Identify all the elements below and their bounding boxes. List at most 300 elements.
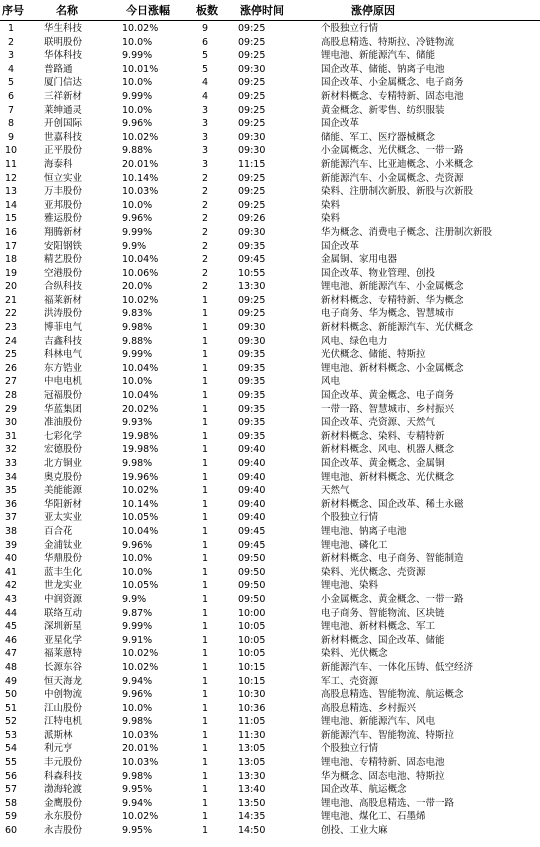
table-row: [0, 144, 540, 158]
table-row: [0, 280, 540, 294]
cell-time: 13:30: [238, 281, 266, 293]
cell-time: 14:35: [238, 811, 266, 823]
cell-num: 10: [4, 145, 18, 157]
cell-num: 16: [4, 226, 18, 238]
cell-name: 永东股份: [44, 811, 83, 823]
table-row: [0, 661, 540, 675]
cell-time: 09:30: [238, 335, 266, 347]
cell-boards: 1: [201, 471, 209, 483]
cell-num: 51: [4, 702, 18, 714]
table-row: [0, 715, 540, 729]
cell-pct: 9.9%: [122, 593, 147, 605]
cell-reason: 锂电池、新能源汽车、风电: [321, 716, 436, 728]
cell-boards: 1: [201, 743, 209, 755]
cell-time: 09:25: [238, 118, 266, 130]
cell-boards: 1: [201, 444, 209, 456]
cell-time: 09:45: [238, 525, 266, 537]
cell-pct: 10.0%: [122, 199, 153, 211]
cell-num: 43: [4, 593, 18, 605]
cell-pct: 10.04%: [122, 362, 159, 374]
cell-pct: 10.02%: [122, 294, 159, 306]
cell-name: 三祥新材: [44, 90, 83, 102]
cell-reason: 国企改革: [321, 240, 360, 252]
cell-boards: 1: [201, 294, 209, 306]
table-row: [0, 117, 540, 131]
cell-boards: 1: [201, 811, 209, 823]
cell-name: 宏德股份: [44, 444, 83, 456]
cell-time: 09:25: [238, 36, 266, 48]
table-row: [0, 212, 540, 226]
cell-pct: 10.0%: [122, 104, 153, 116]
cell-time: 09:30: [238, 322, 266, 334]
cell-num: 44: [4, 607, 18, 619]
cell-boards: 1: [201, 362, 209, 374]
cell-boards: 3: [201, 158, 209, 170]
cell-time: 09:35: [238, 349, 266, 361]
cell-pct: 10.02%: [122, 661, 159, 673]
table-row: [0, 756, 540, 770]
table-row: [0, 430, 540, 444]
cell-pct: 19.98%: [122, 444, 159, 456]
cell-num: 54: [4, 743, 18, 755]
cell-reason: 国企改革、小金属概念、电子商务: [321, 77, 464, 89]
table-row: [0, 104, 540, 118]
cell-reason: 锂电池、新能源汽车、小金属概念: [321, 281, 464, 293]
cell-boards: 1: [201, 797, 209, 809]
cell-boards: 2: [201, 267, 209, 279]
cell-boards: 2: [201, 281, 209, 293]
cell-reason: 新材料概念、专精特新、固态电池: [321, 90, 464, 102]
table-row: [0, 335, 540, 349]
cell-boards: 1: [201, 729, 209, 741]
cell-name: 永吉股份: [44, 825, 83, 837]
table-row: [0, 158, 540, 172]
cell-name: 七彩化学: [44, 430, 83, 442]
cell-reason: 新能源汽车、智能物流、特斯拉: [321, 729, 455, 741]
cell-time: 09:25: [238, 172, 266, 184]
cell-boards: 3: [201, 104, 209, 116]
cell-pct: 10.14%: [122, 498, 159, 510]
cell-name: 联明股份: [44, 36, 83, 48]
cell-num: 26: [4, 362, 18, 374]
cell-num: 32: [4, 444, 18, 456]
cell-pct: 10.0%: [122, 702, 153, 714]
cell-name: 亚星化学: [44, 634, 83, 646]
cell-pct: 9.83%: [122, 308, 153, 320]
header-boards: 板数: [196, 4, 218, 17]
cell-num: 5: [7, 77, 15, 89]
cell-time: 10:05: [238, 634, 266, 646]
cell-pct: 10.0%: [122, 566, 153, 578]
cell-time: 10:15: [238, 661, 266, 673]
cell-boards: 1: [201, 403, 209, 415]
cell-reason: 锂电池、新材料概念、光伏概念: [321, 471, 455, 483]
cell-reason: 华为概念、固态电池、特斯拉: [321, 770, 445, 782]
cell-reason: 光伏概念、储能、特斯拉: [321, 349, 426, 361]
cell-time: 09:40: [238, 512, 266, 524]
cell-boards: 1: [201, 458, 209, 469]
table-row: [0, 240, 540, 254]
cell-name: 吉鑫科技: [44, 335, 83, 347]
cell-name: 东方锆业: [44, 362, 83, 374]
table-row: [0, 443, 540, 457]
cell-boards: 1: [201, 512, 209, 524]
cell-num: 34: [4, 471, 18, 483]
cell-time: 09:25: [238, 308, 266, 320]
table-row: [0, 90, 540, 104]
cell-reason: 军工、壳资源: [321, 675, 379, 687]
table-row: [0, 566, 540, 580]
cell-name: 蓝丰生化: [44, 566, 83, 578]
cell-pct: 19.98%: [122, 430, 159, 442]
cell-time: 09:30: [238, 145, 266, 157]
cell-name: 精艺股份: [44, 254, 83, 266]
cell-pct: 9.95%: [122, 825, 153, 837]
table-row: [0, 702, 540, 716]
cell-name: 正平股份: [44, 145, 83, 157]
cell-pct: 10.0%: [122, 376, 153, 388]
cell-time: 09:35: [238, 390, 266, 402]
cell-boards: 1: [201, 607, 209, 619]
cell-name: 华鼎股份: [44, 553, 83, 565]
table-row: [0, 131, 540, 145]
cell-boards: 1: [201, 716, 209, 728]
table-row: [0, 579, 540, 593]
cell-pct: 10.03%: [122, 729, 159, 741]
cell-boards: 1: [201, 539, 209, 551]
cell-time: 09:30: [238, 63, 266, 75]
cell-name: 亚邦股份: [44, 199, 83, 211]
cell-name: 金浦钛业: [44, 539, 83, 551]
table-row: [0, 253, 540, 267]
cell-num: 60: [4, 825, 18, 837]
table-row: [0, 457, 540, 471]
cell-boards: 1: [201, 498, 209, 510]
cell-name: 莱绅通灵: [44, 104, 83, 116]
cell-time: 09:25: [238, 186, 266, 198]
cell-boards: 6: [201, 36, 209, 48]
cell-pct: 20.0%: [122, 281, 153, 293]
cell-reason: 锂电池、磷化工: [321, 539, 388, 551]
table-row: [0, 22, 540, 36]
cell-num: 53: [4, 729, 18, 741]
cell-num: 41: [4, 566, 18, 578]
table-row: [0, 294, 540, 308]
cell-boards: 3: [201, 118, 209, 130]
cell-pct: 10.02%: [122, 131, 159, 143]
cell-pct: 19.96%: [122, 471, 159, 483]
cell-name: 派斯林: [44, 729, 73, 741]
cell-time: 09:35: [238, 240, 266, 252]
cell-pct: 9.98%: [122, 716, 153, 728]
cell-time: 09:25: [238, 77, 266, 89]
cell-num: 36: [4, 498, 18, 510]
cell-time: 09:40: [238, 471, 266, 483]
cell-num: 19: [4, 267, 18, 279]
cell-pct: 10.0%: [122, 36, 153, 48]
cell-time: 09:45: [238, 539, 266, 551]
table-row: [0, 647, 540, 661]
cell-boards: 1: [201, 525, 209, 537]
cell-boards: 2: [201, 199, 209, 211]
cell-name: 利元亨: [44, 743, 73, 755]
cell-num: 22: [4, 308, 18, 320]
cell-pct: 10.04%: [122, 254, 159, 266]
cell-boards: 2: [201, 172, 209, 184]
cell-time: 10:05: [238, 648, 266, 660]
table-row: [0, 226, 540, 240]
cell-reason: 小金属概念、光伏概念、一带一路: [321, 145, 464, 157]
cell-name: 江特电机: [44, 716, 83, 728]
cell-pct: 10.01%: [122, 63, 159, 75]
cell-pct: 10.02%: [122, 485, 159, 497]
cell-num: 15: [4, 213, 18, 225]
cell-name: 丰元股份: [44, 757, 83, 769]
cell-num: 18: [4, 254, 18, 266]
cell-time: 10:15: [238, 675, 266, 687]
cell-pct: 10.04%: [122, 525, 159, 537]
cell-boards: 1: [201, 675, 209, 687]
cell-boards: 1: [201, 702, 209, 714]
cell-time: 09:35: [238, 403, 266, 415]
cell-num: 33: [4, 458, 18, 469]
cell-reason: 锂电池、新材料概念、军工: [321, 621, 436, 633]
cell-reason: 一带一路、智慧城市、乡村振兴: [321, 403, 455, 415]
cell-reason: 储能、军工、医疗器械概念: [321, 131, 436, 143]
cell-reason: 锂电池、高股息精选、一带一路: [321, 797, 455, 809]
cell-pct: 9.98%: [122, 458, 153, 469]
cell-reason: 个股独立行情: [321, 512, 379, 524]
cell-boards: 1: [201, 580, 209, 592]
header-name: 名称: [56, 4, 78, 17]
cell-name: 雅运股份: [44, 213, 83, 225]
cell-pct: 10.02%: [122, 23, 159, 34]
cell-boards: 1: [201, 553, 209, 565]
table-row: [0, 797, 540, 811]
cell-time: 09:30: [238, 226, 266, 238]
cell-pct: 10.0%: [122, 77, 153, 89]
table-row: [0, 36, 540, 50]
cell-boards: 9: [201, 23, 209, 34]
cell-num: 37: [4, 512, 18, 524]
cell-num: 49: [4, 675, 18, 687]
cell-num: 59: [4, 811, 18, 823]
cell-boards: 1: [201, 770, 209, 782]
cell-pct: 9.98%: [122, 770, 153, 782]
cell-name: 奥克股份: [44, 471, 83, 483]
cell-boards: 4: [201, 77, 209, 89]
cell-boards: 1: [201, 335, 209, 347]
table-row: [0, 511, 540, 525]
cell-reason: 华为概念、消费电子概念、注册制次新股: [321, 226, 493, 238]
cell-reason: 染料: [321, 213, 341, 225]
cell-reason: 新材料概念、国企改革、储能: [321, 634, 445, 646]
cell-pct: 9.98%: [122, 322, 153, 334]
cell-reason: 锂电池、新能源汽车、储能: [321, 50, 436, 62]
cell-name: 华生科技: [44, 23, 83, 34]
cell-pct: 10.03%: [122, 757, 159, 769]
cell-reason: 国企改革、黄金概念、电子商务: [321, 390, 455, 402]
table-row: [0, 185, 540, 199]
cell-pct: 10.05%: [122, 580, 159, 592]
cell-reason: 国企改革、储能、钠离子电池: [321, 63, 445, 75]
cell-num: 28: [4, 390, 18, 402]
cell-time: 09:50: [238, 593, 266, 605]
cell-pct: 10.0%: [122, 553, 153, 565]
cell-pct: 9.9%: [122, 240, 147, 252]
cell-num: 8: [7, 118, 15, 130]
cell-name: 中电电机: [44, 376, 83, 388]
cell-name: 科林电气: [44, 349, 83, 361]
cell-num: 52: [4, 716, 18, 728]
cell-time: 09:50: [238, 580, 266, 592]
cell-reason: 高股息精选、乡村振兴: [321, 702, 417, 714]
cell-num: 6: [7, 90, 15, 102]
cell-num: 29: [4, 403, 18, 415]
cell-name: 华体科技: [44, 50, 83, 62]
cell-name: 安阳钢铁: [44, 240, 83, 252]
cell-name: 中创物流: [44, 689, 83, 701]
cell-pct: 10.02%: [122, 648, 159, 660]
cell-pct: 9.96%: [122, 689, 153, 701]
table-row: [0, 63, 540, 77]
cell-reason: 风电、绿色电力: [321, 335, 388, 347]
cell-name: 中润资源: [44, 593, 83, 605]
cell-boards: 1: [201, 648, 209, 660]
cell-boards: 1: [201, 784, 209, 796]
cell-num: 21: [4, 294, 18, 306]
cell-time: 11:05: [238, 716, 266, 728]
cell-name: 福莱新材: [44, 294, 83, 306]
cell-time: 09:40: [238, 458, 266, 469]
cell-time: 09:40: [238, 498, 266, 510]
cell-boards: 1: [201, 566, 209, 578]
cell-name: 美能能源: [44, 485, 83, 497]
table-row: [0, 607, 540, 621]
cell-pct: 10.04%: [122, 390, 159, 402]
cell-num: 40: [4, 553, 18, 565]
cell-boards: 4: [201, 90, 209, 102]
table-row: [0, 675, 540, 689]
cell-time: 09:35: [238, 430, 266, 442]
cell-pct: 20.02%: [122, 403, 159, 415]
cell-pct: 9.95%: [122, 784, 153, 796]
cell-boards: 5: [201, 50, 209, 62]
table-row: [0, 199, 540, 213]
cell-pct: 10.02%: [122, 811, 159, 823]
cell-pct: 20.01%: [122, 158, 159, 170]
cell-reason: 新材料概念、染料、专精特新: [321, 430, 445, 442]
cell-reason: 国企改革、物业管理、创投: [321, 267, 436, 279]
cell-pct: 9.96%: [122, 118, 153, 130]
cell-num: 24: [4, 335, 18, 347]
cell-pct: 9.99%: [122, 50, 153, 62]
cell-reason: 个股独立行情: [321, 23, 379, 34]
cell-reason: 小金属概念、黄金概念、一带一路: [321, 593, 464, 605]
table-row: [0, 824, 540, 838]
table-row: [0, 498, 540, 512]
cell-reason: 锂电池、染料: [321, 580, 379, 592]
cell-num: 48: [4, 661, 18, 673]
cell-num: 1: [7, 23, 15, 34]
cell-num: 25: [4, 349, 18, 361]
cell-name: 翔腾新材: [44, 226, 83, 238]
cell-time: 13:40: [238, 784, 266, 796]
cell-num: 27: [4, 376, 18, 388]
cell-time: 14:50: [238, 825, 266, 837]
table-row: [0, 416, 540, 430]
cell-num: 12: [4, 172, 18, 184]
table-row: [0, 783, 540, 797]
cell-time: 11:30: [238, 729, 266, 741]
table-row: [0, 810, 540, 824]
cell-reason: 新材料概念、电子商务、智能制造: [321, 553, 464, 565]
cell-reason: 锂电池、新材料概念、小金属概念: [321, 362, 464, 374]
cell-reason: 黄金概念、新零售、纺织服装: [321, 104, 445, 116]
cell-name: 恒天海龙: [44, 675, 83, 687]
table-row: [0, 348, 540, 362]
cell-reason: 新材料概念、国企改革、稀土永磁: [321, 498, 464, 510]
cell-time: 10:36: [238, 702, 266, 714]
cell-pct: 10.06%: [122, 267, 159, 279]
cell-name: 北方铜业: [44, 458, 83, 469]
cell-name: 合纵科技: [44, 281, 83, 293]
cell-time: 09:40: [238, 444, 266, 456]
cell-pct: 9.93%: [122, 417, 153, 429]
cell-pct: 9.99%: [122, 621, 153, 633]
table-row: [0, 362, 540, 376]
cell-reason: 国企改革、航运概念: [321, 784, 407, 796]
cell-num: 20: [4, 281, 18, 293]
cell-reason: 国企改革、黄金概念、金属铜: [321, 458, 445, 469]
cell-name: 洪涛股份: [44, 308, 83, 320]
table-row: [0, 484, 540, 498]
cell-name: 博菲电气: [44, 322, 83, 334]
cell-time: 10:30: [238, 689, 266, 701]
cell-num: 47: [4, 648, 18, 660]
cell-pct: 9.88%: [122, 335, 153, 347]
cell-pct: 10.14%: [122, 172, 159, 184]
cell-name: 华蓝集团: [44, 403, 83, 415]
cell-num: 35: [4, 485, 18, 497]
cell-boards: 1: [201, 689, 209, 701]
cell-time: 13:05: [238, 757, 266, 769]
cell-time: 09:25: [238, 23, 266, 34]
cell-name: 江山股份: [44, 702, 83, 714]
cell-pct: 10.03%: [122, 186, 159, 198]
cell-boards: 1: [201, 634, 209, 646]
cell-boards: 2: [201, 240, 209, 252]
cell-name: 亚太实业: [44, 512, 83, 524]
cell-num: 7: [7, 104, 15, 116]
cell-boards: 3: [201, 131, 209, 143]
cell-time: 13:05: [238, 743, 266, 755]
table-row: [0, 403, 540, 417]
cell-num: 42: [4, 580, 18, 592]
table-row: [0, 539, 540, 553]
cell-name: 海泰科: [44, 158, 73, 170]
table-row: [0, 552, 540, 566]
cell-boards: 2: [201, 254, 209, 266]
cell-name: 万丰股份: [44, 186, 83, 198]
cell-pct: 9.99%: [122, 226, 153, 238]
cell-num: 45: [4, 621, 18, 633]
table-header: [0, 0, 540, 21]
cell-num: 17: [4, 240, 18, 252]
cell-num: 9: [7, 131, 15, 143]
cell-name: 开创国际: [44, 118, 83, 130]
table-row: [0, 688, 540, 702]
